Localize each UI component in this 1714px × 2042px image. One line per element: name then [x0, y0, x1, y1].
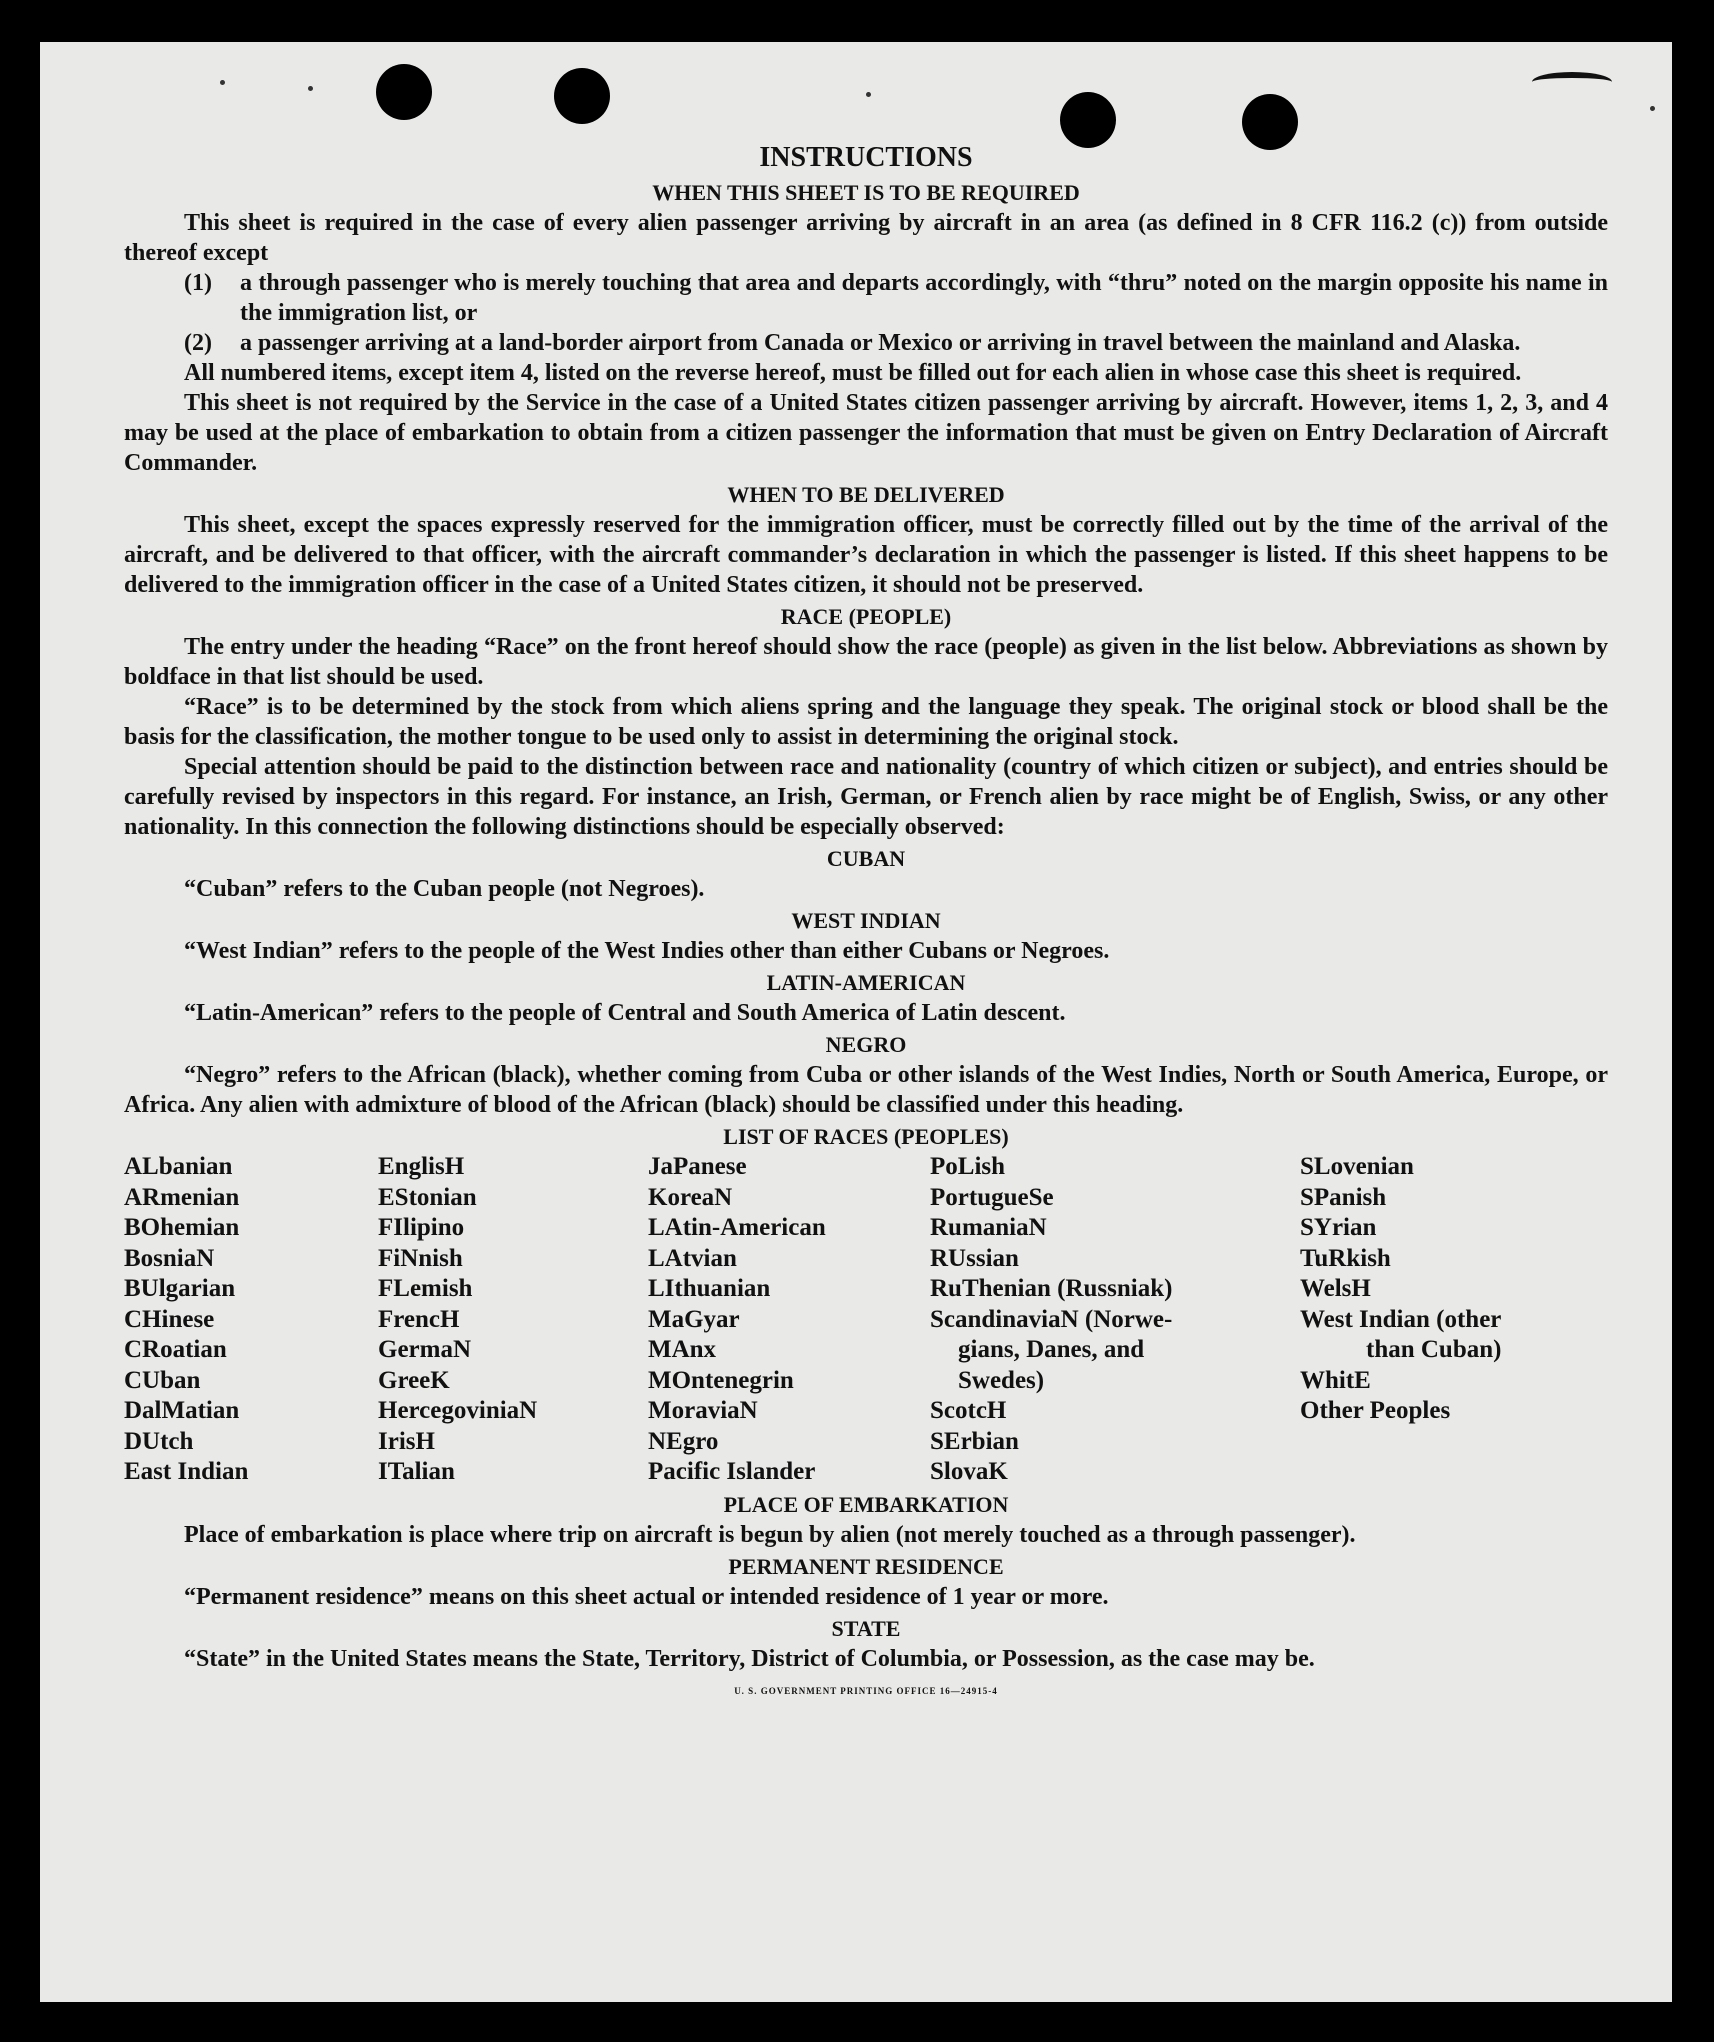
race-entry: GermaN [378, 1336, 472, 1363]
race-entry: IrisH [378, 1427, 435, 1455]
race-entry: LAtin-American [648, 1214, 826, 1241]
paragraph: “Cuban” refers to the Cuban people (not Negroes). [184, 876, 705, 902]
race-entry: PortugueSe [930, 1183, 1054, 1211]
race-entry: East Indian [124, 1458, 249, 1485]
pen-mark [1532, 72, 1612, 92]
race-entry: KoreaN [648, 1183, 733, 1211]
item-number: (2) [184, 330, 212, 356]
race-entry: SlovaK [930, 1458, 1008, 1485]
race-entry: FrencH [378, 1305, 460, 1333]
heading-race: RACE (PEOPLE) [780, 604, 952, 629]
paragraph: Place of embarkation is place where trip on aircraft is begun by alien (not merely touched as a through passenger). [184, 1521, 1356, 1548]
heading-place-of-embarkation: PLACE OF EMBARKATION [723, 1491, 1009, 1517]
race-entry: PoLish [930, 1153, 1006, 1180]
paragraph: “Permanent residence” means on this sheet actual or intended residence of 1 year or more. [184, 1583, 1109, 1610]
item-text: a through passenger who is merely touching that area and departs accordingly, with “thru” noted on the margin opposite his name in the immigration list, or [240, 270, 1608, 326]
paragraph: “Negro” refers to the African (black), whether coming from Cuba or other islands of the West Indies, North or South America, Europe, or Africa. Any alien with admixture of blood of the African (black) should be classified under this heading. [124, 1062, 1608, 1118]
instructions-text [124, 112, 1608, 1696]
heading-when-required: WHEN THIS SHEET IS TO BE REQUIRED [652, 180, 1080, 205]
race-entry: ALbanian [124, 1153, 233, 1180]
race-entry: WhitE [1300, 1366, 1371, 1394]
heading-west-indian: WEST INDIAN [791, 908, 941, 933]
race-list [124, 1152, 1608, 1488]
race-entry: BOhemian [124, 1214, 240, 1241]
race-entry: FLemish [378, 1275, 473, 1302]
heading-state: STATE [831, 1615, 901, 1641]
race-entry: MOntenegrin [648, 1366, 794, 1394]
race-entry: ScotcH [930, 1397, 1007, 1424]
race-entry: FIlipino [378, 1214, 465, 1241]
race-entry: DalMatian [124, 1397, 240, 1424]
exception-item-2 [124, 328, 1608, 358]
race-entry: MAnx [648, 1336, 717, 1363]
race-entry: CRoatian [124, 1336, 227, 1363]
race-entry: SPanish [1300, 1183, 1387, 1211]
heading-permanent-residence: PERMANENT RESIDENCE [728, 1553, 1004, 1579]
race-entry: ITalian [378, 1458, 455, 1485]
race-entry: SLovenian [1300, 1153, 1414, 1180]
race-entry: MoraviaN [648, 1397, 758, 1424]
heading-list-of-races: LIST OF RACES (PEOPLES) [723, 1124, 1009, 1149]
race-entry: West Indian (other [1300, 1305, 1502, 1333]
race-column [124, 1152, 378, 1488]
race-entry: gians, Danes, and [958, 1336, 1145, 1363]
race-column [648, 1152, 930, 1488]
printing-office-imprint: U. S. GOVERNMENT PRINTING OFFICE 16—24915-4 [734, 1685, 998, 1696]
speck [220, 80, 225, 85]
race-entry: TuRkish [1300, 1244, 1391, 1272]
race-entry: Other Peoples [1300, 1397, 1451, 1424]
paragraph: “Race” is to be determined by the stock from which aliens spring and the language they speak. The original stock or blood shall be the basis for the classification, the mother tongue to be used only to assist in determining the original stock. [124, 694, 1608, 750]
race-entry: ARmenian [124, 1183, 240, 1211]
race-entry: NEgro [648, 1427, 719, 1455]
document-page [40, 42, 1672, 2002]
race-column [378, 1152, 648, 1488]
race-entry: RumaniaN [930, 1214, 1047, 1241]
race-entry: GreeK [378, 1366, 450, 1394]
heading-negro: NEGRO [825, 1032, 907, 1057]
race-entry: CUban [124, 1366, 201, 1394]
race-entry: FiNnish [378, 1244, 463, 1272]
speck [866, 92, 871, 97]
race-entry: EnglisH [378, 1153, 465, 1180]
heading-when-delivered: WHEN TO BE DELIVERED [727, 482, 1005, 507]
paragraph: “West Indian” refers to the people of the West Indies other than either Cubans or Negroes. [184, 938, 1110, 964]
race-entry: SYrian [1300, 1214, 1377, 1241]
race-entry: than Cuban) [1366, 1336, 1502, 1363]
race-entry: HercegoviniaN [378, 1397, 538, 1424]
race-entry: BUlgarian [124, 1275, 236, 1302]
page-title: INSTRUCTIONS [759, 142, 973, 173]
race-entry: Pacific Islander [648, 1458, 816, 1485]
paragraph: This sheet is required in the case of every alien passenger arriving by aircraft in an area (as defined in 8 CFR 116.2 (c)) from outside thereof except [124, 210, 1608, 266]
race-entry: DUtch [124, 1427, 194, 1455]
race-entry: Swedes) [958, 1366, 1045, 1394]
race-column [1300, 1152, 1600, 1488]
paragraph: This sheet is not required by the Service in the case of a United States citizen passenger arriving by aircraft. However, items 1, 2, 3, and 4 may be used at the place of embarkation to obtain from a citizen passenger the information that must be given on Entry Declaration of Aircraft Commander. [124, 390, 1608, 476]
race-entry: LIthuanian [648, 1275, 771, 1302]
paragraph: The entry under the heading “Race” on the front hereof should show the race (people) as given in the list below. Abbreviations as shown by boldface in that list should be used. [124, 634, 1608, 690]
paragraph: “State” in the United States means the State, Territory, District of Columbia, or Possession, as the case may be. [184, 1645, 1315, 1672]
race-entry: RuThenian (Russniak) [930, 1275, 1173, 1302]
race-entry: BosniaN [124, 1244, 215, 1272]
race-entry: JaPanese [648, 1153, 747, 1180]
race-entry: RUssian [930, 1244, 1019, 1272]
race-entry: CHinese [124, 1305, 215, 1333]
heading-latin-american: LATIN-AMERICAN [766, 970, 966, 995]
speck [1650, 106, 1655, 111]
race-entry: LAtvian [648, 1244, 737, 1272]
speck [308, 86, 313, 91]
item-number: (1) [184, 270, 212, 296]
race-entry: ScandinaviaN (Norwe- [930, 1305, 1173, 1333]
race-entry: SErbian [930, 1427, 1019, 1455]
race-entry: MaGyar [648, 1305, 740, 1333]
exception-item-1 [124, 268, 1608, 328]
paragraph: “Latin-American” refers to the people of Central and South America of Latin descent. [184, 1000, 1066, 1026]
race-entry: WelsH [1300, 1275, 1371, 1302]
paragraph: Special attention should be paid to the distinction between race and nationality (country of which citizen or subject), and entries should be carefully revised by inspectors in this regard. For instance, an Irish, German, or French alien by race might be of English, Swiss, or any other nationality. In this connection the following distinctions should be especially observed: [124, 754, 1608, 840]
race-entry: EStonian [378, 1183, 477, 1211]
item-text: a passenger arriving at a land-border airport from Canada or Mexico or arriving in travel between the mainland and Alaska. [240, 330, 1521, 356]
race-column [930, 1152, 1300, 1488]
paragraph: All numbered items, except item 4, listed on the reverse hereof, must be filled out for each alien in whose case this sheet is required. [184, 360, 1522, 386]
heading-cuban: CUBAN [826, 846, 906, 871]
paragraph: This sheet, except the spaces expressly reserved for the immigration officer, must be correctly filled out by the time of the arrival of the aircraft, and be delivered to that officer, with the aircraft commander’s declaration in which the passenger is listed. If this sheet happens to be delivered to the immigration officer in the case of a United States citizen, it should not be preserved. [124, 512, 1608, 598]
